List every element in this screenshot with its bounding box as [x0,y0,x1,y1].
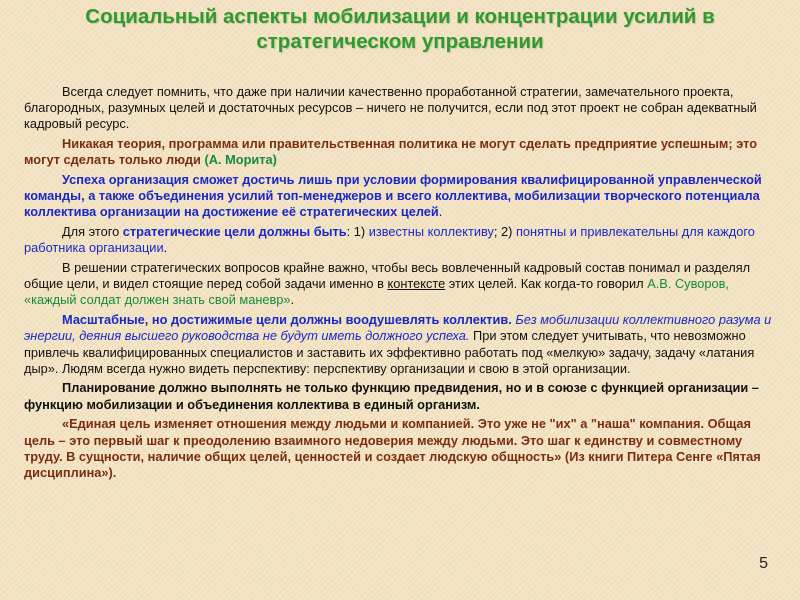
title-line-2: стратегическом управлении [256,30,544,53]
success-condition-text: Успеха организация сможет достичь лишь при условии формирования квалифицированной управленческой команды, а также объединения усилий топ-менеджеров и всего коллектива, мобилизации творческого потенциала коллектива организации на достижение её стратегических целей [24,172,762,220]
paragraph-4-intro: Для этого [62,224,120,240]
paragraph-4-item-2-marker: ; 2) [493,224,513,240]
paragraph-3 [24,172,776,221]
paragraph-5-period: . [290,292,295,308]
paragraph-4 [24,224,776,256]
suvorov-quote: А.В. Суворов, «каждый солдат должен знать свой маневр» [24,276,729,308]
paragraph-8 [24,416,776,481]
paragraph-5 [24,260,776,309]
slide-title [30,4,770,54]
inspiring-goals-text: Масштабные, но достижимые цели должны воодушевлять коллектив. [62,312,512,328]
strategic-goals-phrase: стратегические цели должны быть [122,224,347,240]
paragraph-1-text: Всегда следует помнить, что даже при наличии качественно проработанной стратегии, замечательного проекта, благородных, разумных целей и достаточных ресурсов – ничего не получится, если под этот проект не собран адекватный кадровый ресурс. [24,84,757,132]
paragraph-5-continuation: этих целей. Как когда-то говорил [448,276,644,292]
slide-body [24,84,776,485]
paragraph-3-period: . [438,204,443,220]
paragraph-6 [24,312,776,377]
paragraph-4-item-1-marker: : 1) [346,224,366,240]
planning-function-text: Планирование должно выполнять не только функцию предвидения, но и в союзе с функцией организации – функцию мобилизации и объединения коллектива в единый организм. [24,380,759,412]
morita-source: (А. Морита) [204,152,277,168]
goal-requirement-2: понятны и привлекательны для каждого работника организации [24,224,755,256]
context-word: контексте [387,276,446,292]
page-number: 5 [759,555,768,572]
paragraph-1 [24,84,776,133]
paragraph-6-text: При этом следует учитывать, что невозможно привлечь квалифицированных специалистов и заставить их эффективно работать под «мелкую» задачу, задачу «латания дыр». Людям всегда нужно видеть перспективу: перспективу организации и свою в этой организации. [24,328,755,376]
paragraph-4-period: . [163,240,168,256]
senge-quote: «Единая цель изменяет отношения между людьми и компанией. Это уже не "их" а "наша" компания. Общая цель – это первый шаг к преодолению взаимного недоверия между людьми. Это шаг к единству и совместному труду. В сущности, наличие общих целей, ценностей и создает людскую общность» (Из книги Питера Сенге «Пятая дисциплина»). [24,416,761,480]
paragraph-5-text: В решении стратегических вопросов крайне важно, чтобы весь вовлеченный кадровый состав понимал и разделял общие цели, и видел стоящие перед собой задачи именно в [24,260,751,292]
title-line-1: Социальный аспекты мобилизации и концентрации усилий в [85,5,715,28]
morita-quote: Никакая теория, программа или правительственная политика не могут сделать предприятие успешным; это могут сделать только люди [24,136,758,168]
paragraph-2 [24,136,776,168]
goal-requirement-1: известны коллективу [368,224,494,240]
mobilization-italic-text: Без мобилизации коллективного разума и энергии, деяния высшего руководства не будут иметь должного успеха. [24,312,772,344]
paragraph-7 [24,380,776,412]
